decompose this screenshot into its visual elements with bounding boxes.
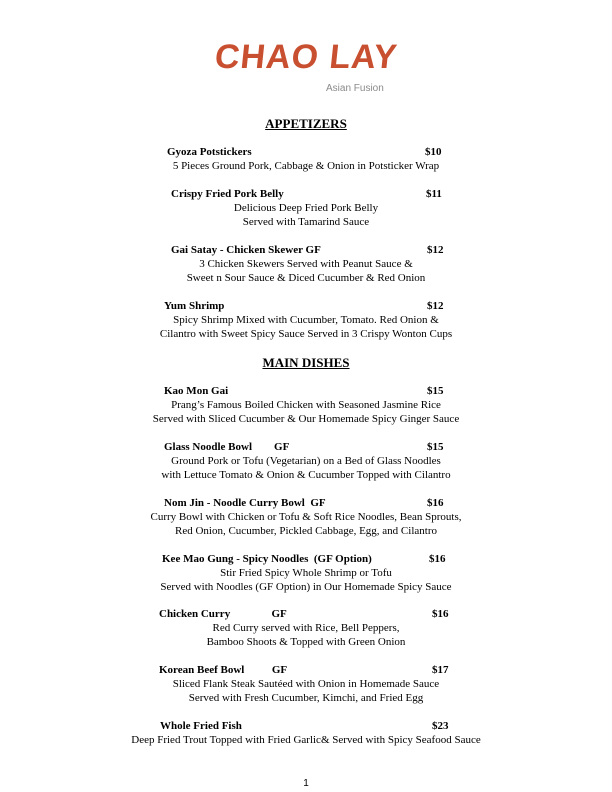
section-title-main-dishes: MAIN DISHES <box>262 355 350 370</box>
menu-item <box>0 299 612 341</box>
menu-item <box>0 440 612 482</box>
item-name: Gyoza Potstickers <box>167 146 252 158</box>
logo-text: CHAO LAY <box>212 38 400 76</box>
menu-item <box>0 145 612 173</box>
item-desc-line: Ground Pork or Tofu (Vegetarian) on a Bed of Glass Noodles <box>171 455 441 467</box>
menu-item <box>0 552 612 594</box>
item-price: $23 <box>432 720 449 732</box>
item-desc-line: Sweet n Sour Sauce & Diced Cucumber & Red Onion <box>186 272 426 284</box>
menu-item <box>0 384 612 426</box>
item-desc-line: 5 Pieces Ground Pork, Cabbage & Onion in Potsticker Wrap <box>172 160 440 172</box>
page-number: 1 <box>303 778 309 789</box>
section-title-appetizers: APPETIZERS <box>265 116 347 131</box>
item-desc-line: Served with Noodles (GF Option) in Our Homemade Spicy Sauce <box>160 581 452 593</box>
item-name: Chicken Curry GF <box>159 608 287 620</box>
item-price: $15 <box>427 441 444 453</box>
item-desc-line: Sliced Flank Steak Sautéed with Onion in Homemade Sauce <box>172 678 440 690</box>
item-name: Korean Beef Bowl GF <box>159 664 288 676</box>
item-price: $16 <box>427 497 444 509</box>
item-desc-line: Curry Bowl with Chicken or Tofu & Soft Rice Noodles, Bean Sprouts, <box>150 511 462 523</box>
item-name: Yum Shrimp <box>164 300 225 312</box>
item-name: Gai Satay - Chicken Skewer GF <box>171 244 321 256</box>
logo <box>0 38 612 77</box>
item-desc-line: Prang’s Famous Boiled Chicken with Seasoned Jasmine Rice <box>171 399 441 411</box>
menu-item <box>0 719 612 747</box>
item-desc-line: Red Curry served with Rice, Bell Peppers, <box>212 622 400 634</box>
item-name: Nom Jin - Noodle Curry Bowl GF <box>164 497 326 509</box>
item-price: $12 <box>427 300 444 312</box>
item-price: $17 <box>432 664 449 676</box>
item-name: Whole Fried Fish <box>160 720 242 732</box>
menu-item <box>0 607 612 649</box>
item-price: $11 <box>426 188 442 200</box>
menu-item <box>0 187 612 229</box>
item-price: $10 <box>425 146 442 158</box>
item-price: $12 <box>427 244 444 256</box>
item-desc-line: Deep Fried Trout Topped with Fried Garlic& Served with Spicy Seafood Sauce <box>131 734 481 746</box>
item-price: $16 <box>432 608 449 620</box>
item-price: $16 <box>429 553 446 565</box>
item-name: Crispy Fried Pork Belly <box>171 188 284 200</box>
item-desc-line: Served with Sliced Cucumber & Our Homemade Spicy Ginger Sauce <box>152 413 460 425</box>
item-desc-line: Served with Fresh Cucumber, Kimchi, and Fried Egg <box>188 692 424 704</box>
menu-item <box>0 663 612 705</box>
menu-item <box>0 243 612 285</box>
item-desc-line: Red Onion, Cucumber, Pickled Cabbage, Egg, and Cilantro <box>175 525 437 537</box>
logo-subtitle: Asian Fusion <box>326 83 384 94</box>
item-price: $15 <box>427 385 444 397</box>
menu-item <box>0 496 612 538</box>
item-desc-line: with Lettuce Tomato & Onion & Cucumber Topped with Cilantro <box>161 469 451 481</box>
item-desc-line: 3 Chicken Skewers Served with Peanut Sauce & <box>199 258 413 270</box>
item-name: Kee Mao Gung - Spicy Noodles (GF Option) <box>162 553 372 565</box>
item-desc-line: Delicious Deep Fried Pork Belly <box>233 202 379 214</box>
item-desc-line: Stir Fried Spicy Whole Shrimp or Tofu <box>220 567 392 579</box>
item-desc-line: Bamboo Shoots & Topped with Green Onion <box>206 636 406 648</box>
item-desc-line: Spicy Shrimp Mixed with Cucumber, Tomato. Red Onion & <box>173 314 439 326</box>
item-desc-line: Served with Tamarind Sauce <box>242 216 370 228</box>
item-desc-line: Cilantro with Sweet Spicy Sauce Served in 3 Crispy Wonton Cups <box>159 328 453 340</box>
item-name: Glass Noodle Bowl GF <box>164 441 290 453</box>
item-name: Kao Mon Gai <box>164 385 229 397</box>
